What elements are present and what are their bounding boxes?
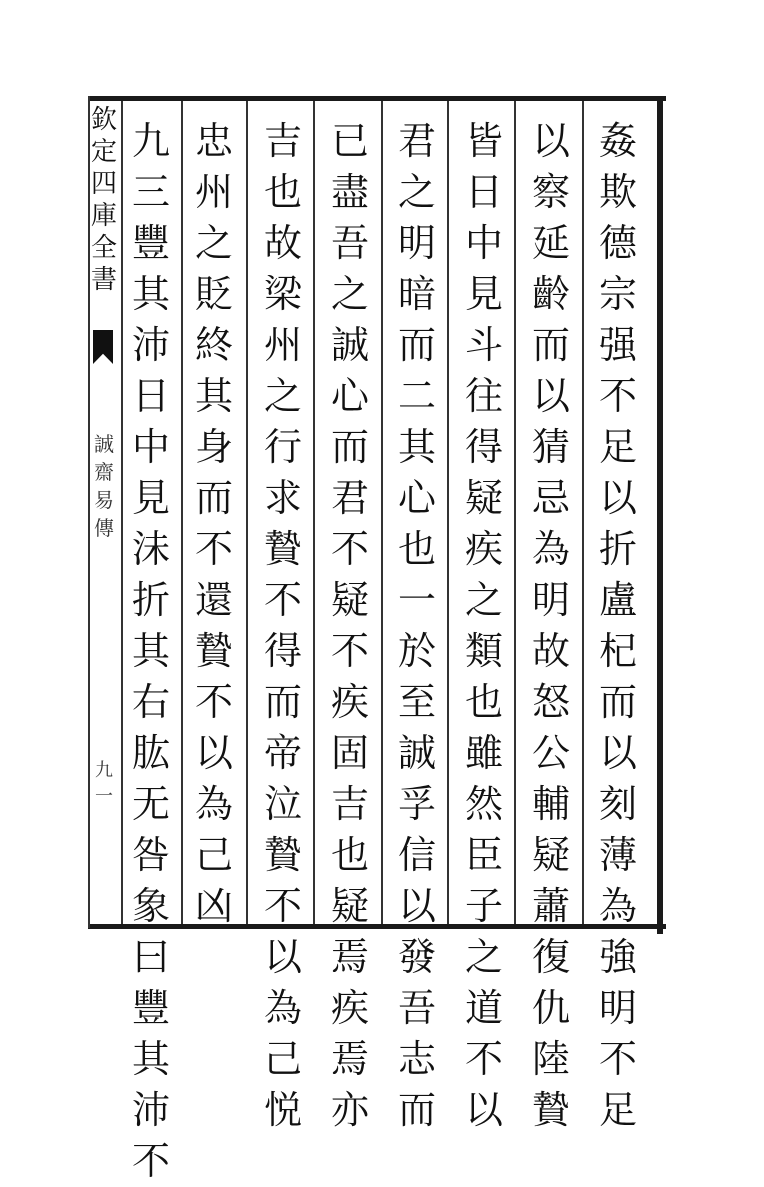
glyph: 不 xyxy=(194,680,233,724)
glyph: 還 xyxy=(194,578,233,622)
text-column-5 xyxy=(325,116,375,1132)
glyph: 以 xyxy=(598,731,637,775)
glyph: 定 xyxy=(90,137,117,167)
glyph: 不 xyxy=(598,1037,637,1081)
glyph: 疑 xyxy=(531,833,570,877)
glyph: 欽 xyxy=(90,105,117,135)
glyph: 為 xyxy=(598,884,637,928)
glyph: 而 xyxy=(531,323,570,367)
glyph: 之 xyxy=(464,578,503,622)
glyph: 己 xyxy=(263,1037,302,1081)
glyph: 不 xyxy=(263,884,302,928)
glyph: 之 xyxy=(464,935,503,979)
glyph: 日 xyxy=(464,170,503,214)
glyph: 之 xyxy=(263,374,302,418)
glyph: 志 xyxy=(397,1037,436,1081)
glyph: 為 xyxy=(194,782,233,826)
glyph: 猜 xyxy=(531,425,570,469)
glyph: 以 xyxy=(464,1088,503,1132)
text-column-1 xyxy=(593,116,643,1132)
glyph: 以 xyxy=(194,731,233,775)
glyph: 薄 xyxy=(598,833,637,877)
glyph: 斗 xyxy=(464,323,503,367)
glyph: 刻 xyxy=(598,782,637,826)
column-divider xyxy=(313,101,315,924)
glyph: 沬 xyxy=(131,527,170,571)
glyph: 察 xyxy=(531,170,570,214)
glyph: 全 xyxy=(90,233,117,263)
margin-page-number xyxy=(90,758,118,810)
glyph: 咎 xyxy=(131,833,170,877)
text-column-7 xyxy=(189,116,239,928)
glyph: 泣 xyxy=(263,782,302,826)
glyph: 一 xyxy=(397,578,436,622)
glyph: 傳 xyxy=(94,516,114,540)
glyph: 九 xyxy=(131,119,170,163)
glyph: 固 xyxy=(330,731,369,775)
glyph: 折 xyxy=(131,578,170,622)
glyph: 贄 xyxy=(263,833,302,877)
glyph: 折 xyxy=(598,527,637,571)
glyph: 易 xyxy=(94,488,114,512)
glyph: 帝 xyxy=(263,731,302,775)
glyph: 中 xyxy=(131,425,170,469)
glyph: 之 xyxy=(397,170,436,214)
glyph: 然 xyxy=(464,782,503,826)
glyph: 明 xyxy=(397,221,436,265)
glyph: 盡 xyxy=(330,170,369,214)
glyph: 為 xyxy=(531,527,570,571)
glyph: 心 xyxy=(397,476,436,520)
glyph: 肱 xyxy=(131,731,170,775)
text-column-4 xyxy=(392,116,442,1132)
text-column-8 xyxy=(126,116,176,1183)
glyph: 發 xyxy=(397,935,436,979)
glyph: 忠 xyxy=(194,119,233,163)
glyph: 以 xyxy=(397,884,436,928)
glyph: 行 xyxy=(263,425,302,469)
glyph: 忌 xyxy=(531,476,570,520)
glyph: 庫 xyxy=(90,201,117,231)
glyph: 贄 xyxy=(263,527,302,571)
glyph: 類 xyxy=(464,629,503,673)
glyph: 梁 xyxy=(263,272,302,316)
glyph: 也 xyxy=(263,170,302,214)
fishtail-mark xyxy=(93,330,113,364)
glyph: 得 xyxy=(263,629,302,673)
glyph: 足 xyxy=(598,1088,637,1132)
glyph: 宗 xyxy=(598,272,637,316)
glyph: 德 xyxy=(598,221,637,265)
glyph: 不 xyxy=(131,1139,170,1183)
column-divider xyxy=(181,101,183,924)
glyph: 孚 xyxy=(397,782,436,826)
glyph: 君 xyxy=(330,476,369,520)
glyph: 二 xyxy=(397,374,436,418)
text-column-6 xyxy=(258,116,308,1132)
glyph: 書 xyxy=(90,265,117,295)
glyph: 悦 xyxy=(263,1088,302,1132)
glyph: 豐 xyxy=(131,221,170,265)
glyph: 貶 xyxy=(194,272,233,316)
glyph: 誠 xyxy=(94,432,114,456)
glyph: 求 xyxy=(263,476,302,520)
glyph: 沛 xyxy=(131,323,170,367)
glyph: 右 xyxy=(131,680,170,724)
glyph: 三 xyxy=(131,170,170,214)
glyph: 吉 xyxy=(263,119,302,163)
glyph: 吾 xyxy=(330,221,369,265)
glyph: 焉 xyxy=(330,1037,369,1081)
glyph: 以 xyxy=(531,374,570,418)
glyph: 州 xyxy=(194,170,233,214)
glyph: 往 xyxy=(464,374,503,418)
glyph: 以 xyxy=(598,476,637,520)
glyph: 象 xyxy=(131,884,170,928)
glyph: 陸 xyxy=(531,1037,570,1081)
glyph: 見 xyxy=(131,476,170,520)
glyph: 故 xyxy=(531,629,570,673)
glyph: 道 xyxy=(464,986,503,1030)
glyph: 不 xyxy=(263,578,302,622)
glyph: 仇 xyxy=(531,986,570,1030)
glyph: 也 xyxy=(397,527,436,571)
glyph: 而 xyxy=(194,476,233,520)
glyph: 吉 xyxy=(330,782,369,826)
glyph: 誠 xyxy=(397,731,436,775)
glyph: 皆 xyxy=(464,119,503,163)
glyph: 信 xyxy=(397,833,436,877)
glyph: 之 xyxy=(194,221,233,265)
glyph: 不 xyxy=(194,527,233,571)
glyph: 而 xyxy=(397,323,436,367)
glyph: 豐 xyxy=(131,986,170,1030)
glyph: 終 xyxy=(194,323,233,367)
glyph: 於 xyxy=(397,629,436,673)
glyph: 一 xyxy=(95,786,113,807)
glyph: 强 xyxy=(598,323,637,367)
glyph: 其 xyxy=(397,425,436,469)
glyph: 中 xyxy=(464,221,503,265)
glyph: 得 xyxy=(464,425,503,469)
glyph: 而 xyxy=(598,680,637,724)
glyph: 曰 xyxy=(131,935,170,979)
margin-collection-title xyxy=(89,104,119,296)
glyph: 雖 xyxy=(464,731,503,775)
glyph: 州 xyxy=(263,323,302,367)
glyph: 凶 xyxy=(194,884,233,928)
column-divider xyxy=(447,101,449,924)
glyph: 疾 xyxy=(464,527,503,571)
glyph: 延 xyxy=(531,221,570,265)
glyph: 姦 xyxy=(598,119,637,163)
column-divider xyxy=(582,101,584,924)
glyph: 心 xyxy=(330,374,369,418)
glyph: 足 xyxy=(598,425,637,469)
glyph: 疑 xyxy=(464,476,503,520)
glyph: 其 xyxy=(194,374,233,418)
glyph: 欺 xyxy=(598,170,637,214)
glyph: 明 xyxy=(531,578,570,622)
glyph: 故 xyxy=(263,221,302,265)
glyph: 齋 xyxy=(94,460,114,484)
glyph: 公 xyxy=(531,731,570,775)
text-column-3 xyxy=(459,116,509,1132)
glyph: 也 xyxy=(330,833,369,877)
glyph: 无 xyxy=(131,782,170,826)
glyph: 也 xyxy=(464,680,503,724)
glyph: 杞 xyxy=(598,629,637,673)
glyph: 九 xyxy=(95,760,113,781)
glyph: 而 xyxy=(263,680,302,724)
glyph: 之 xyxy=(330,272,369,316)
glyph: 己 xyxy=(194,833,233,877)
column-divider xyxy=(381,101,383,924)
glyph: 君 xyxy=(397,119,436,163)
glyph: 沛 xyxy=(131,1088,170,1132)
margin-book-title xyxy=(90,430,118,542)
page-border-top xyxy=(88,96,666,101)
column-divider xyxy=(121,101,123,924)
glyph: 以 xyxy=(263,935,302,979)
glyph: 贄 xyxy=(194,629,233,673)
glyph: 疾 xyxy=(330,986,369,1030)
glyph: 疑 xyxy=(330,884,369,928)
glyph: 見 xyxy=(464,272,503,316)
glyph: 疾 xyxy=(330,680,369,724)
glyph: 為 xyxy=(263,986,302,1030)
glyph: 而 xyxy=(397,1088,436,1132)
glyph: 亦 xyxy=(330,1088,369,1132)
glyph: 至 xyxy=(397,680,436,724)
glyph: 怒 xyxy=(531,680,570,724)
glyph: 其 xyxy=(131,272,170,316)
glyph: 其 xyxy=(131,629,170,673)
column-divider xyxy=(514,101,516,924)
glyph: 暗 xyxy=(397,272,436,316)
glyph: 身 xyxy=(194,425,233,469)
glyph: 四 xyxy=(90,169,117,199)
glyph: 誠 xyxy=(330,323,369,367)
glyph: 盧 xyxy=(598,578,637,622)
glyph: 強 xyxy=(598,935,637,979)
text-column-2 xyxy=(526,116,576,1132)
glyph: 不 xyxy=(330,527,369,571)
glyph: 復 xyxy=(531,935,570,979)
glyph: 贄 xyxy=(531,1088,570,1132)
page-border-right xyxy=(657,96,663,934)
glyph: 已 xyxy=(330,119,369,163)
column-divider xyxy=(246,101,248,924)
glyph: 吾 xyxy=(397,986,436,1030)
glyph: 明 xyxy=(598,986,637,1030)
glyph: 不 xyxy=(464,1037,503,1081)
glyph: 子 xyxy=(464,884,503,928)
glyph: 齡 xyxy=(531,272,570,316)
glyph: 其 xyxy=(131,1037,170,1081)
glyph: 疑 xyxy=(330,578,369,622)
glyph: 以 xyxy=(531,119,570,163)
glyph: 而 xyxy=(330,425,369,469)
glyph: 焉 xyxy=(330,935,369,979)
glyph: 日 xyxy=(131,374,170,418)
glyph: 輔 xyxy=(531,782,570,826)
glyph: 不 xyxy=(330,629,369,673)
glyph: 臣 xyxy=(464,833,503,877)
glyph: 蕭 xyxy=(531,884,570,928)
glyph: 不 xyxy=(598,374,637,418)
